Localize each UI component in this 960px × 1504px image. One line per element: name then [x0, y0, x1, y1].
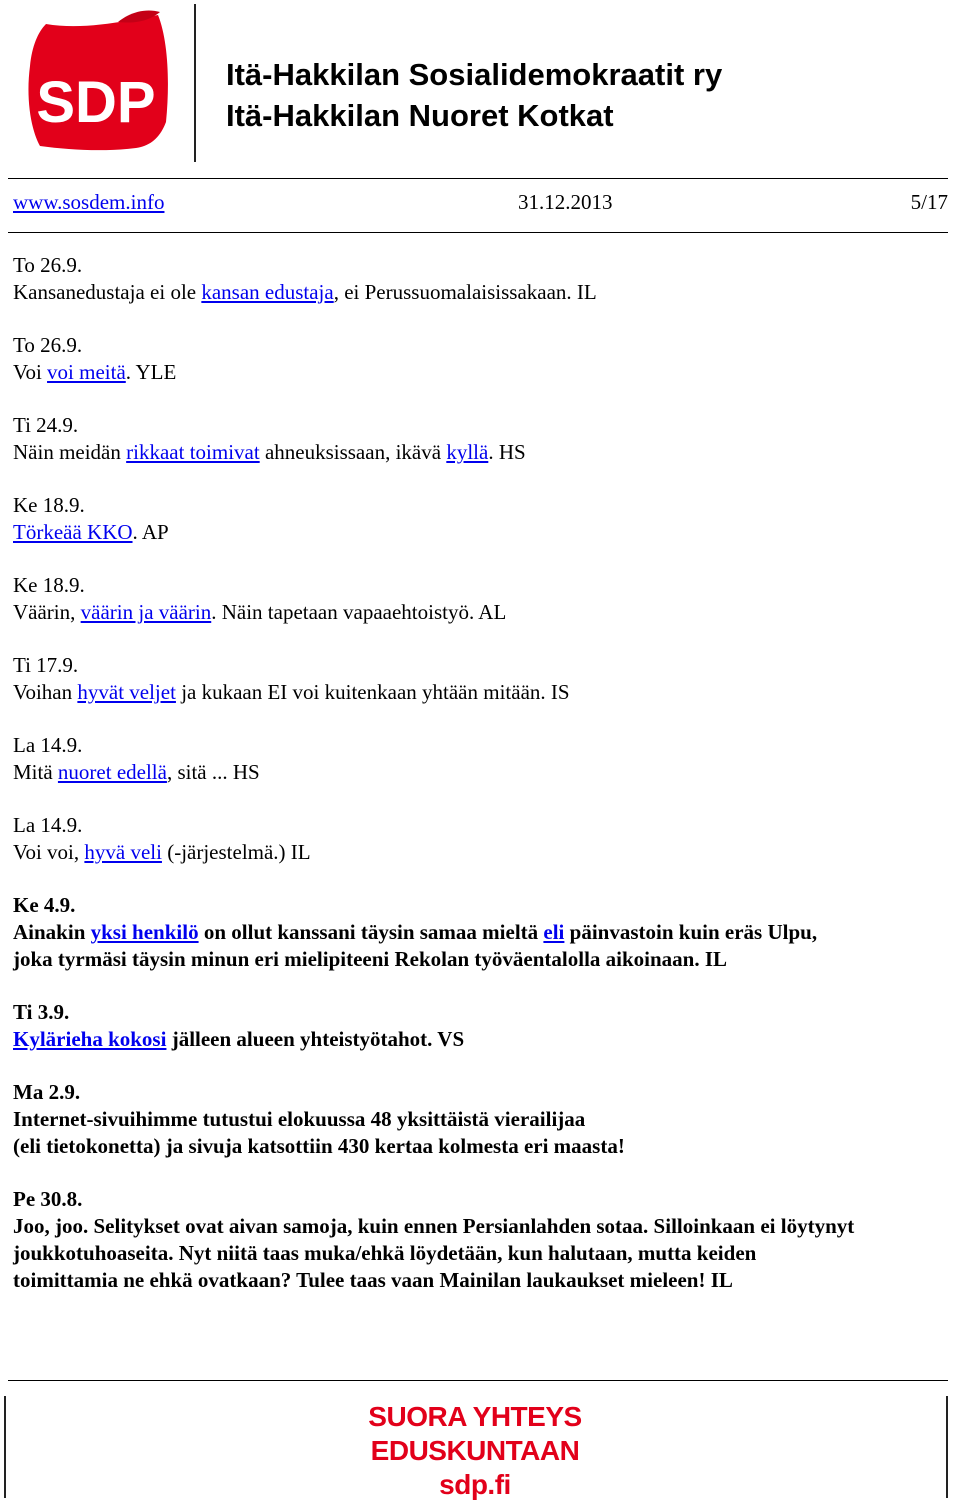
news-entry: [13, 492, 948, 546]
news-entry: [13, 652, 948, 706]
footer-right-divider: [946, 1396, 948, 1498]
entry-text: [13, 679, 948, 706]
entry-text: [13, 1240, 948, 1267]
footer-rule: [8, 1380, 948, 1381]
entry-text: [13, 439, 948, 466]
entry-date: To 26.9.: [13, 333, 83, 357]
entry-link[interactable]: hyvät veljet: [77, 680, 176, 704]
page-number: 5/17: [910, 190, 948, 214]
entry-text-segment: Internet-sivuihimme tutustui elokuussa 48 yksittäistä vierailijaa: [13, 1107, 586, 1131]
slogan-url[interactable]: sdp.fi: [439, 1469, 511, 1500]
entry-date: Pe 30.8.: [13, 1187, 83, 1211]
entry-date: Ti 17.9.: [13, 653, 79, 677]
entry-text: [13, 839, 948, 866]
news-entry: [13, 252, 948, 306]
entry-link[interactable]: eli: [543, 920, 565, 944]
entry-text: [13, 279, 948, 306]
entry-link[interactable]: voi meitä: [47, 360, 126, 384]
entry-link[interactable]: Törkeää KKO: [13, 520, 133, 544]
entry-text-segment: . YLE: [125, 360, 177, 384]
website-link[interactable]: www.sosdem.info: [13, 190, 165, 214]
entry-date: Ti 3.9.: [13, 1000, 70, 1024]
entry-text-segment: Voihan: [13, 680, 78, 704]
entry-date: Ke 18.9.: [13, 573, 85, 597]
entry-text: [13, 359, 948, 386]
news-entry: [13, 1186, 948, 1294]
entry-text-segment: Voi: [13, 360, 48, 384]
news-entry: [13, 732, 948, 786]
footer-slogan: [340, 1400, 610, 1502]
slogan-line-2: EDUSKUNTAAN: [370, 1435, 580, 1466]
entry-text-segment: (-järjestelmä.) IL: [161, 840, 311, 864]
entry-link[interactable]: rikkaat toimivat: [126, 440, 260, 464]
entry-text-segment: Ainakin: [13, 920, 91, 944]
entry-link[interactable]: yksi henkilö: [90, 920, 199, 944]
entry-text-segment: joukkotuhoaseita. Nyt niitä taas muka/ehkä löydetään, kun halutaan, mutta keiden: [13, 1241, 757, 1265]
entry-text-segment: joka tyrmäsi täysin minun eri mielipiteeni Rekolan työväentalolla aikoinaan. IL: [13, 947, 728, 971]
news-entry: [13, 412, 948, 466]
entry-text: [13, 1106, 948, 1133]
header-top-rule: [8, 178, 948, 179]
news-entry: [13, 332, 948, 386]
entry-text-segment: Väärin,: [13, 600, 81, 624]
entry-text-segment: toimittamia ne ehkä ovatkaan? Tulee taas vaan Mainilan laukaukset mieleen! IL: [13, 1268, 733, 1292]
org-name-2: Itä-Hakkilan Nuoret Kotkat: [226, 98, 614, 133]
entry-text-segment: . HS: [488, 440, 526, 464]
news-entry: [13, 1079, 948, 1160]
entry-date: To 26.9.: [13, 253, 83, 277]
entry-text-segment: Näin meidän: [13, 440, 127, 464]
entry-text-segment: . AP: [132, 520, 169, 544]
news-entry: [13, 572, 948, 626]
sdp-rose-logo-icon: [0, 0, 194, 162]
entry-link[interactable]: kansan edustaja: [201, 280, 334, 304]
news-entry: [13, 892, 948, 973]
entry-text-segment: ja kukaan EI voi kuitenkaan yhtään mitään. IS: [175, 680, 570, 704]
entry-text: [13, 1213, 948, 1240]
entry-date: Ke 4.9.: [13, 893, 76, 917]
entry-link[interactable]: hyvä veli: [84, 840, 162, 864]
entry-text: [13, 946, 948, 973]
entry-text-segment: Kansanedustaja ei ole: [13, 280, 202, 304]
entry-text-segment: , sitä ... HS: [166, 760, 260, 784]
entry-text-segment: (eli tietokonetta) ja sivuja katsottiin 430 kertaa kolmesta eri maasta!: [13, 1134, 625, 1158]
entry-text-segment: Mitä: [13, 760, 58, 784]
entry-date: Ti 24.9.: [13, 413, 79, 437]
entry-date: Ke 18.9.: [13, 493, 85, 517]
entry-text-segment: päinvastoin kuin eräs Ulpu,: [564, 920, 818, 944]
org-name-1: Itä-Hakkilan Sosialidemokraatit ry: [226, 57, 723, 92]
header-divider: [194, 4, 196, 162]
entry-text: [13, 1267, 948, 1294]
entry-link[interactable]: Kylärieha kokosi: [13, 1027, 167, 1051]
entry-text-segment: on ollut kanssani täysin samaa mieltä: [198, 920, 544, 944]
news-entry: [13, 812, 948, 866]
entry-link[interactable]: väärin ja väärin: [80, 600, 212, 624]
entry-text: [13, 919, 948, 946]
footer-left-divider: [4, 1396, 6, 1498]
sdp-logo: [0, 0, 194, 162]
entry-text-segment: , ei Perussuomalaisissakaan. IL: [333, 280, 597, 304]
header-bottom-rule: [8, 232, 948, 233]
news-entry: [13, 999, 948, 1053]
entry-date: Ma 2.9.: [13, 1080, 81, 1104]
news-list: [13, 252, 948, 1294]
entry-text-segment: . Näin tapetaan vapaaehtoistyö. AL: [211, 600, 507, 624]
document-date: 31.12.2013: [518, 190, 613, 214]
entry-date: La 14.9.: [13, 733, 83, 757]
entry-text: [13, 759, 948, 786]
entry-text: [13, 1026, 948, 1053]
entry-text-segment: Joo, joo. Selitykset ovat aivan samoja, kuin ennen Persianlahden sotaa. Silloinkaan ei löytynyt: [13, 1214, 855, 1238]
organization-names: [226, 54, 722, 136]
entry-text-segment: jälleen alueen yhteistyötahot. VS: [166, 1027, 465, 1051]
slogan-line-1: SUORA YHTEYS: [368, 1401, 582, 1432]
entry-link[interactable]: kyllä: [446, 440, 489, 464]
entry-text-segment: ahneuksissaan, ikävä: [259, 440, 447, 464]
entry-text: [13, 599, 948, 626]
entry-date: La 14.9.: [13, 813, 83, 837]
entry-link[interactable]: nuoret edellä: [57, 760, 167, 784]
header-info-row: [13, 190, 948, 220]
entry-text: [13, 1133, 948, 1160]
entry-text: [13, 519, 948, 546]
logo-text: SDP: [36, 70, 156, 135]
entry-text-segment: Voi voi,: [13, 840, 85, 864]
